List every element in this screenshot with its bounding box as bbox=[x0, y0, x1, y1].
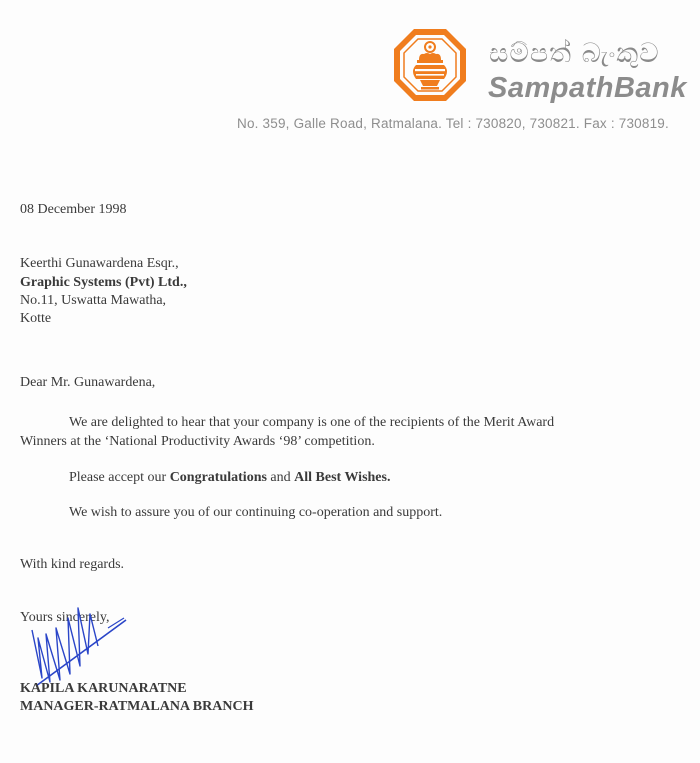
congratulations-text: Congratulations bbox=[169, 470, 267, 485]
closing-regards: With kind regards. bbox=[20, 557, 125, 572]
paragraph-1-line-2: Winners at the ‘National Productivity Awards ‘98’ competition. bbox=[20, 434, 375, 449]
best-wishes-text: All Best Wishes. bbox=[294, 470, 391, 485]
paragraph-1-line-1: We are delighted to hear that your company is one of the recipients of the Merit Award bbox=[69, 415, 555, 430]
bank-name: SampathBank bbox=[488, 72, 687, 104]
bank-name-sinhala: සම්පත් බැංකුව bbox=[489, 38, 660, 69]
recipient-city: Kotte bbox=[20, 311, 52, 326]
bank-address: No. 359, Galle Road, Ratmalana. Tel : 730820, 730821. Fax : 730819. bbox=[237, 116, 669, 131]
recipient-name: Keerthi Gunawardena Esqr., bbox=[20, 256, 179, 271]
recipient-company: Graphic Systems (Pvt) Ltd., bbox=[20, 275, 187, 290]
sampath-bank-logo-icon bbox=[392, 27, 468, 103]
recipient-street: No.11, Uswatta Mawatha, bbox=[20, 293, 167, 308]
handwritten-signature-icon bbox=[28, 600, 138, 690]
salutation: Dear Mr. Gunawardena, bbox=[20, 375, 156, 390]
closing-sincerely: Yours sincerely, bbox=[20, 610, 110, 625]
letter-date: 08 December 1998 bbox=[20, 202, 127, 217]
paragraph-2-prefix: Please accept our bbox=[69, 470, 170, 485]
signatory-title: MANAGER-RATMALANA BRANCH bbox=[20, 699, 254, 714]
paragraph-3: We wish to assure you of our continuing co-operation and support. bbox=[69, 505, 443, 520]
signatory-name: KAPILA KARUNARATNE bbox=[20, 681, 187, 696]
paragraph-2 bbox=[69, 469, 390, 487]
paragraph-2-middle: and bbox=[266, 470, 295, 485]
